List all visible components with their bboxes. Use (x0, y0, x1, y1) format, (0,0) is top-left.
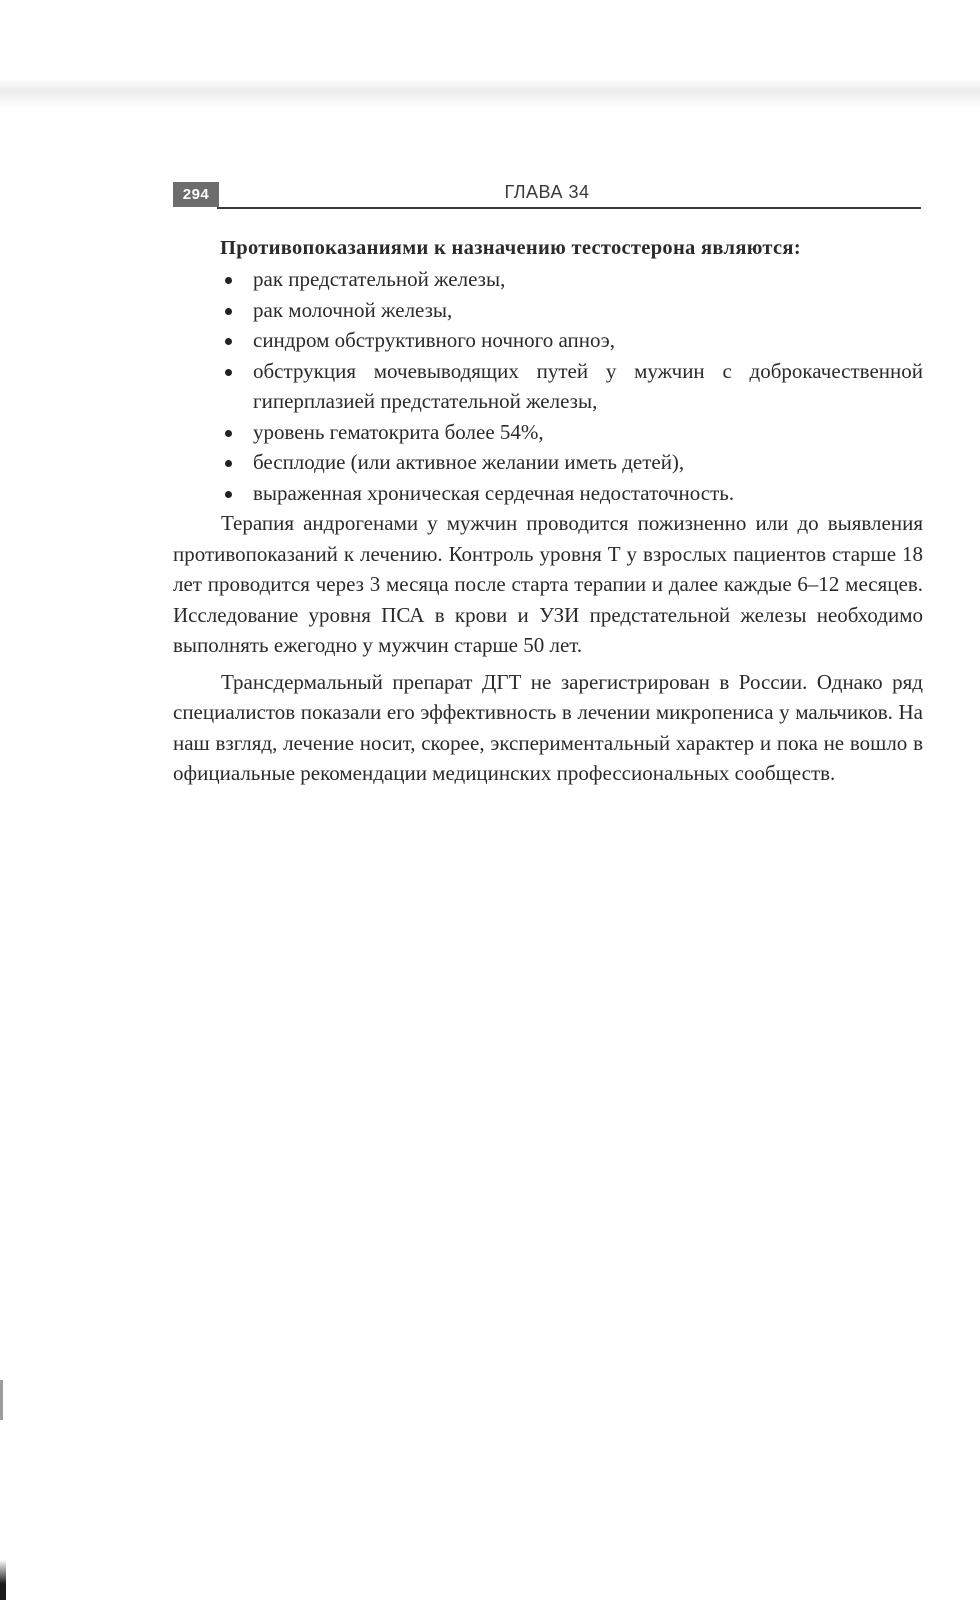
body-paragraph-dht: Трансдермальный препарат ДГТ не зарегистрирован в России. Однако ряд специалистов показали его эффективность в лечении микропениса у мальчиков. На наш взгляд, лечение носит, скорее, экспериментальный характер и пока не вошло в официальные рекомендации медицинских профессиональных сообществ. (173, 669, 923, 785)
list-item-text: рак предстательной железы, (253, 267, 506, 291)
scan-edge-artifact (0, 1380, 3, 1420)
list-item-text: уровень гематокрита более 54%, (253, 419, 544, 444)
list-item (173, 264, 923, 295)
list-item (173, 356, 923, 417)
list-item-text: выраженная хроническая сердечная недостаточность. (253, 480, 735, 505)
list-item-text: бесплодие (или активное желании иметь детей), (253, 450, 685, 474)
bullet-icon (225, 491, 232, 498)
bullet-icon (225, 430, 232, 437)
bullet-icon (225, 308, 232, 315)
page-number: 294 (173, 182, 219, 207)
list-item-text: обструкция мочевыводящих путей у мужчин с доброкачественной гиперплазией предстательной железы, (253, 358, 923, 413)
body-paragraph-therapy: Терапия андрогенами у мужчин проводится пожизненно или до выявления противопоказаний к лечению. Контроль уровня Т у взрослых пациентов старше 18 лет проводится через 3 месяца после старта терапии и далее каждые 6–12 месяцев. Исследование уровня ПСА в крови и УЗИ предстательной железы необходимо выполнять ежегодно у мужчин старше 50 лет. (173, 511, 923, 657)
list-item-text: синдром обструктивного ночного апноэ, (253, 328, 615, 352)
header-rule (217, 207, 921, 209)
contraindications-list (173, 264, 923, 508)
bullet-icon (225, 338, 232, 345)
contraindications-heading: Противопоказаниями к назначению тестостерона являются: (220, 237, 801, 259)
list-item (173, 478, 923, 509)
page-header (173, 180, 921, 210)
bullet-icon (225, 277, 232, 284)
scan-corner-artifact (0, 1560, 6, 1600)
chapter-title: ГЛАВА 34 (504, 182, 590, 202)
list-item-text: рак молочной железы, (253, 297, 453, 322)
list-item (173, 325, 923, 356)
page-body (173, 232, 923, 789)
list-item (173, 295, 923, 326)
bullet-icon (225, 369, 232, 376)
bullet-icon (225, 460, 232, 467)
list-item (173, 447, 923, 478)
list-item (173, 417, 923, 448)
scan-shadow (0, 78, 980, 108)
